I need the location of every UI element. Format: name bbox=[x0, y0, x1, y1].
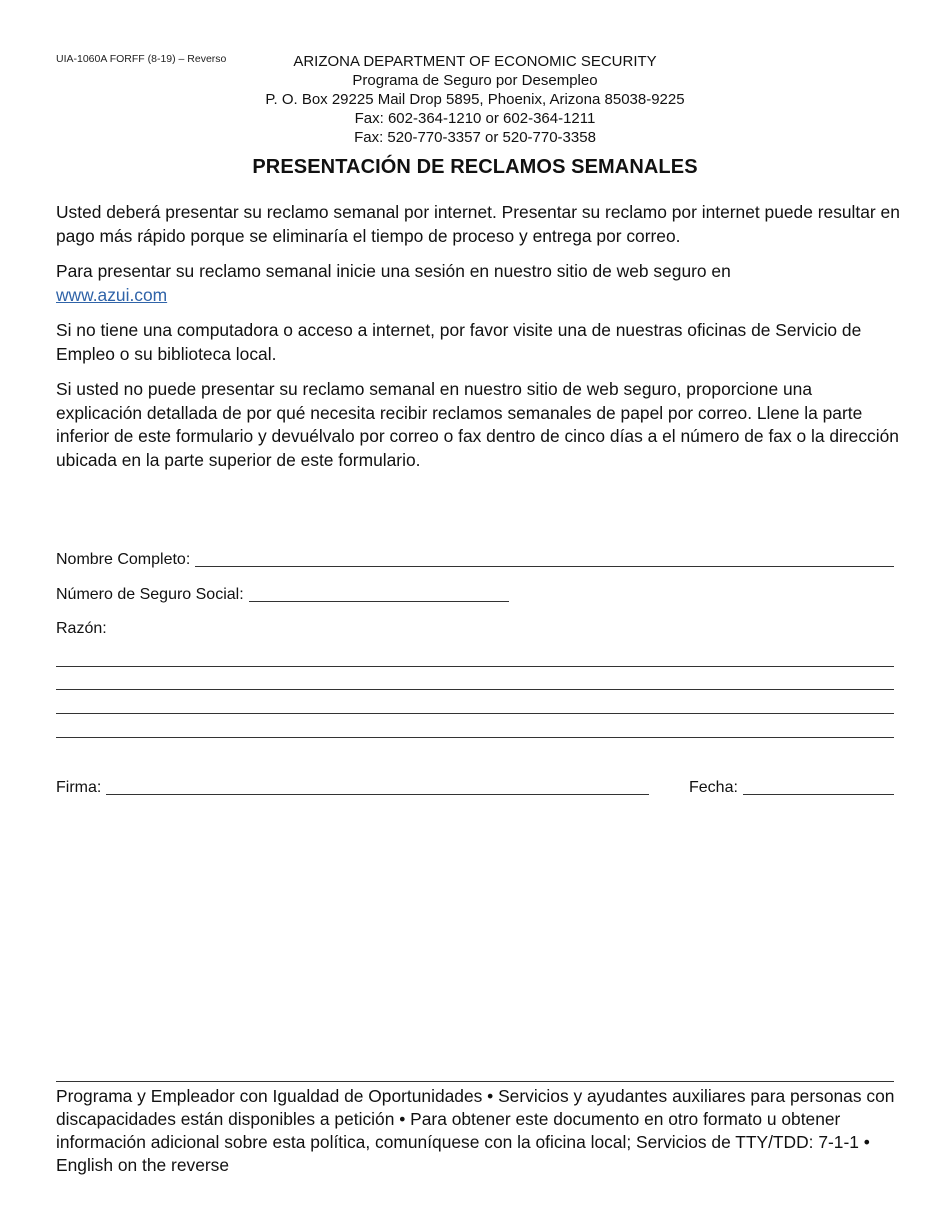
reason-line-4[interactable] bbox=[56, 737, 894, 738]
date-label: Fecha: bbox=[689, 779, 738, 796]
ssn-label: Número de Seguro Social: bbox=[56, 586, 244, 603]
name-field bbox=[56, 551, 894, 569]
paragraph-online-filing: Usted deberá presentar su reclamo semanal por internet. Presentar su reclamo por internet puede resultar en pago más rápido porque se eliminaría el tiempo de proceso y entrega por correo. bbox=[56, 202, 900, 246]
reason-line-2[interactable] bbox=[56, 689, 894, 690]
reason-line-1[interactable] bbox=[56, 666, 894, 667]
paragraph-login-text: Para presentar su reclamo semanal inicie una sesión en nuestro sitio de web seguro en bbox=[56, 261, 731, 281]
azui-link[interactable]: www.azui.com bbox=[56, 284, 168, 305]
signature-field bbox=[56, 779, 649, 797]
name-label: Nombre Completo: bbox=[56, 551, 191, 568]
footer-divider bbox=[56, 1081, 894, 1082]
fax-numbers-2: Fax: 520-770-3357 or 520-770-3358 bbox=[354, 129, 596, 146]
paragraph-paper-request: Si usted no puede presentar su reclamo semanal en nuestro sitio de web seguro, proporcione una explicación detallada de por qué necesita recibir reclamos semanales de papel por correo. Llene la parte inferior de este formulario y devuélvalo por correo o fax dentro de cinco días a el número de fax o la dirección ubicada en la parte superior de este formulario. bbox=[56, 379, 899, 470]
signature-label: Firma: bbox=[56, 779, 102, 796]
reason-label: Razón: bbox=[56, 620, 107, 637]
ssn-input-line[interactable] bbox=[249, 601, 509, 602]
ssn-field bbox=[56, 586, 509, 604]
mailing-address: P. O. Box 29225 Mail Drop 5895, Phoenix, Arizona 85038-9225 bbox=[265, 91, 685, 108]
paragraph-no-computer: Si no tiene una computadora o acceso a internet, por favor visite una de nuestras oficinas de Servicio de Empleo o su biblioteca local. bbox=[56, 320, 862, 364]
date-input-line[interactable] bbox=[743, 794, 894, 795]
reason-line-3[interactable] bbox=[56, 713, 894, 714]
reason-field bbox=[56, 620, 112, 638]
agency-header bbox=[0, 52, 950, 147]
fax-numbers-1: Fax: 602-364-1210 or 602-364-1211 bbox=[354, 110, 596, 127]
form-code: UIA-1060A FORFF (8-19) – Reverso bbox=[56, 53, 227, 65]
agency-name: ARIZONA DEPARTMENT OF ECONOMIC SECURITY bbox=[293, 53, 657, 70]
footer-notice: Programa y Empleador con Igualdad de Oportunidades • Servicios y ayudantes auxiliares para personas con discapacidades están disponibles a petición • Para obtener este documento en otro formato u obtener información adicional sobre esta política, comuníquese con la oficina local; Servicios de TTY/TDD: 7-1-1 • English on the reverse bbox=[56, 1086, 895, 1175]
date-field bbox=[689, 779, 894, 797]
document-title: PRESENTACIÓN DE RECLAMOS SEMANALES bbox=[252, 156, 698, 178]
signature-input-line[interactable] bbox=[106, 794, 649, 795]
paragraph-login bbox=[56, 260, 901, 307]
instructions-body bbox=[56, 201, 901, 484]
name-input-line[interactable] bbox=[195, 566, 894, 567]
program-name: Programa de Seguro por Desempleo bbox=[352, 72, 598, 89]
